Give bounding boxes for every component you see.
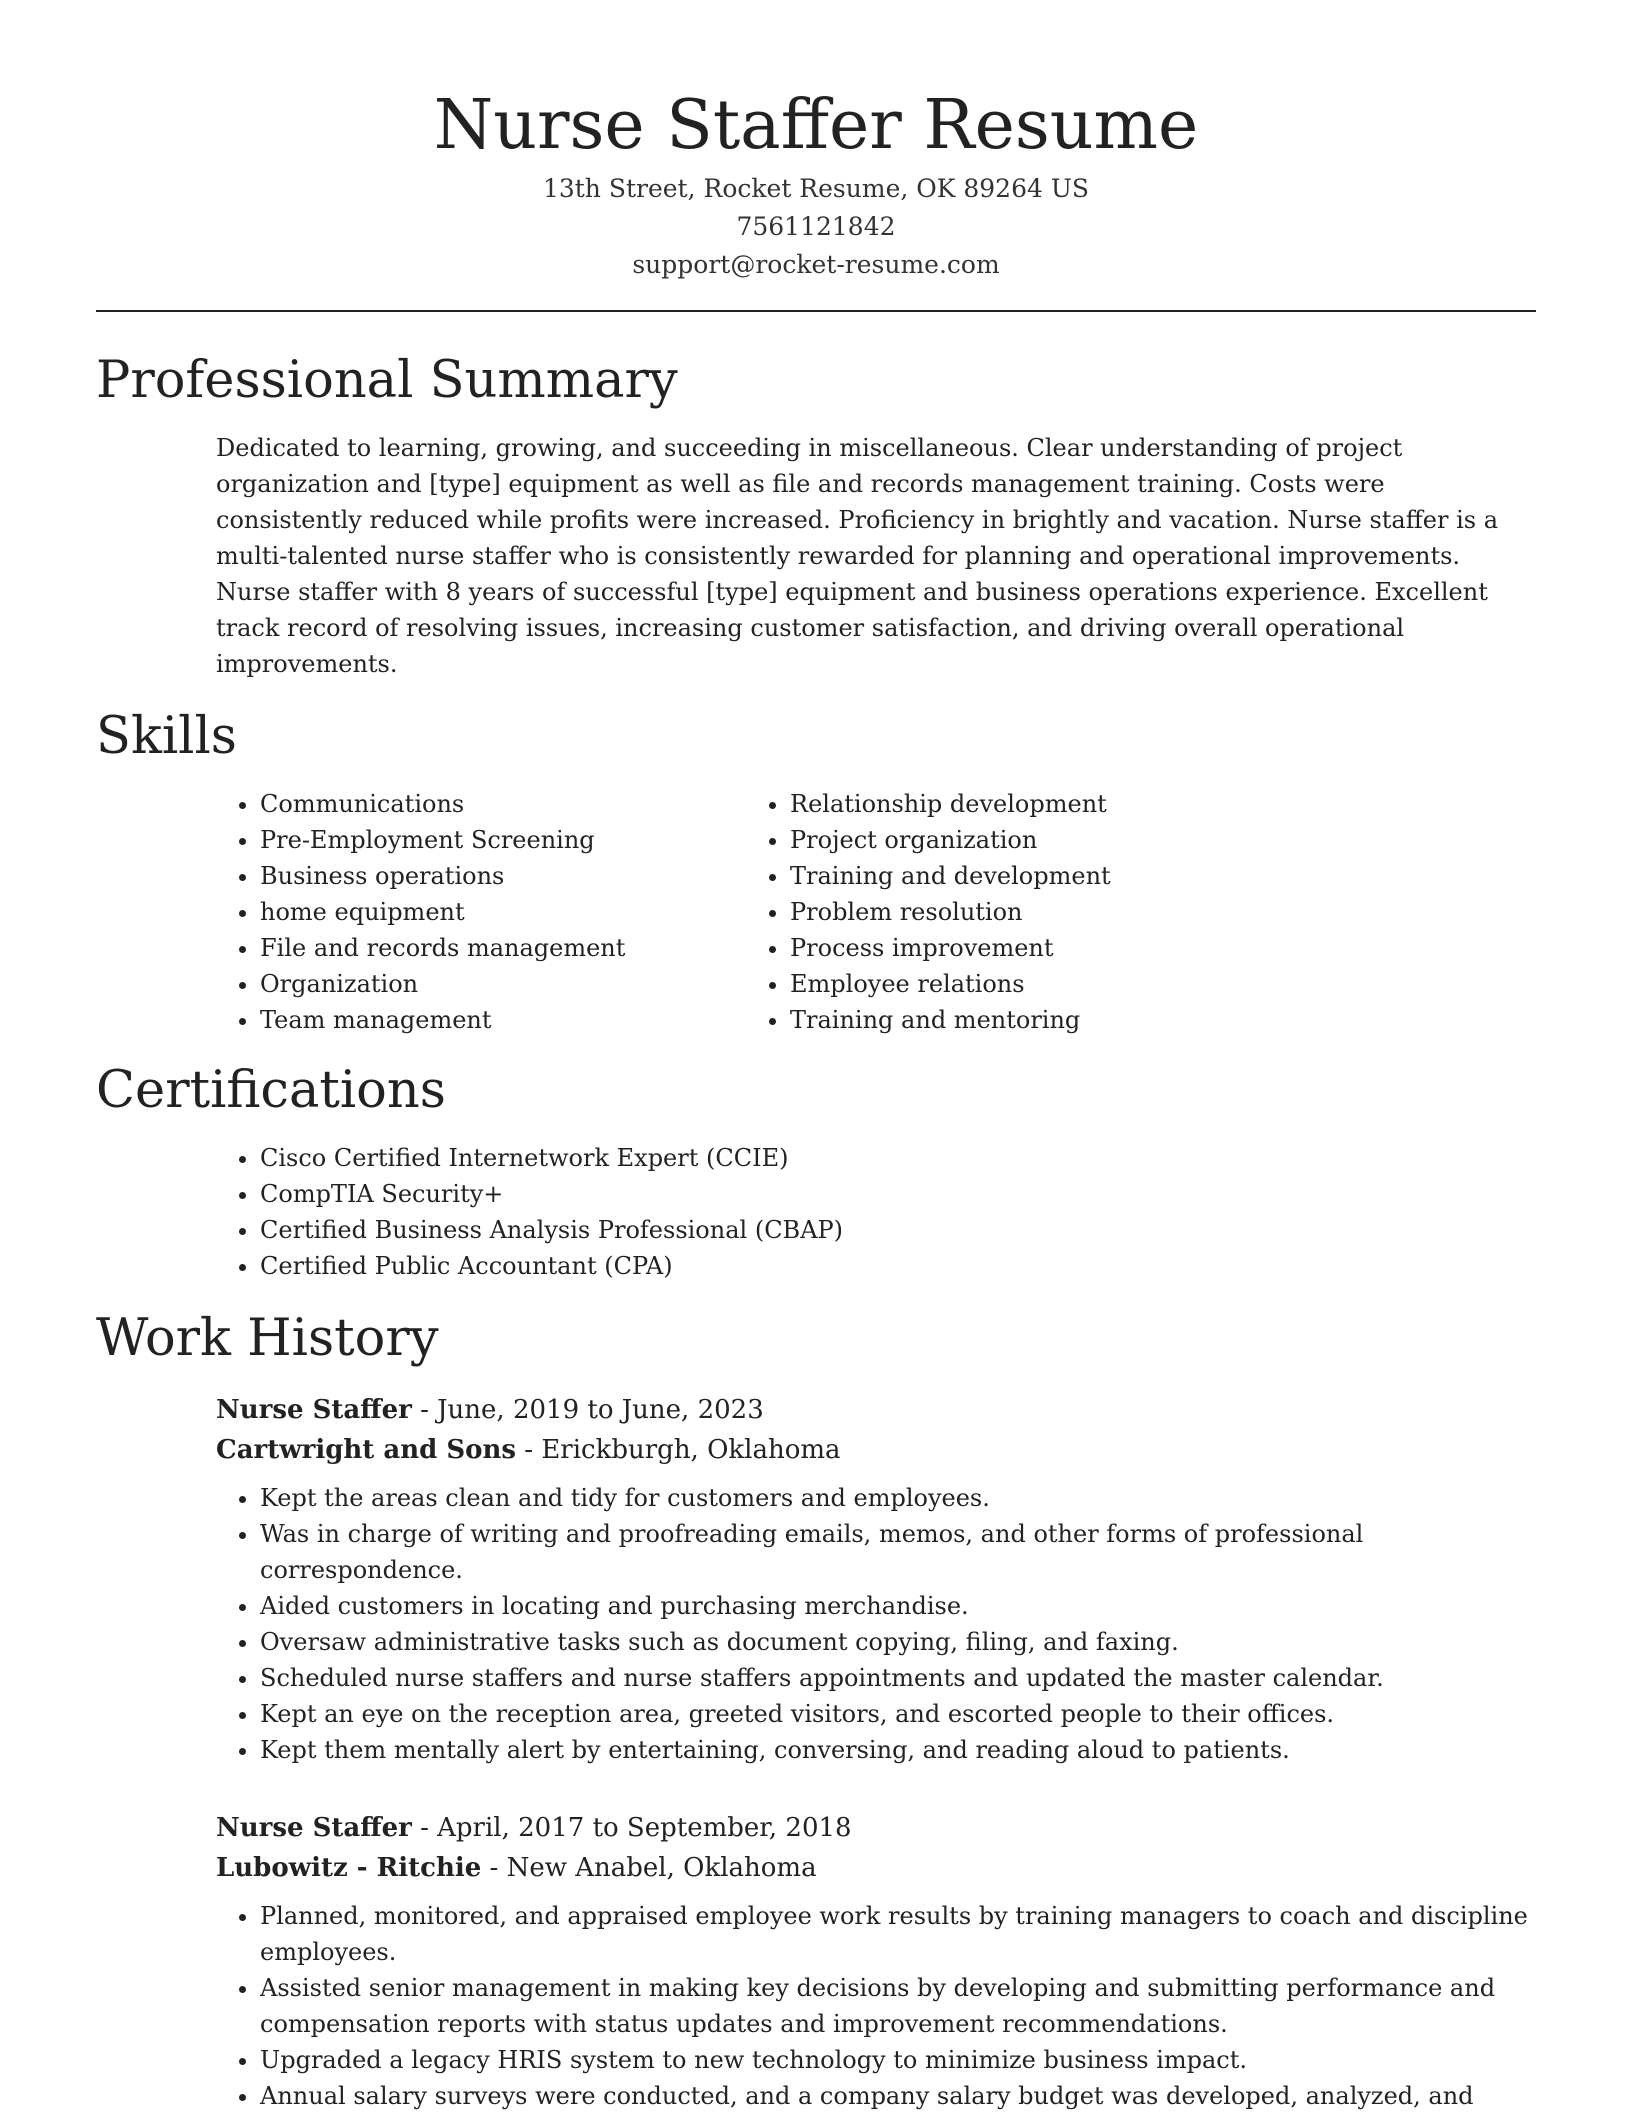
list-item: • Business operations	[260, 858, 746, 894]
list-item: • Process improvement	[790, 930, 1396, 966]
job-role: Nurse Staffer	[216, 1813, 412, 1843]
skills-right-list	[746, 786, 1396, 1038]
job-entry	[96, 1808, 1536, 2114]
job-company-line	[216, 1430, 1536, 1470]
job-role: Nurse Staffer	[216, 1395, 412, 1425]
summary-heading: Professional Summary	[96, 351, 678, 410]
list-item: • Pre-Employment Screening	[260, 822, 746, 858]
list-item: • Kept them mentally alert by entertaining, conversing, and reading aloud to patients.	[260, 1732, 1536, 1768]
job-company: Lubowitz - Ritchie	[216, 1853, 482, 1883]
certifications-section	[96, 1058, 1536, 1284]
list-item: • Annual salary surveys were conducted, and a company salary budget was developed, analyzed, and	[260, 2078, 1536, 2114]
summary-text: Dedicated to learning, growing, and succeeding in miscellaneous. Clear understanding of project organization and [type] equipment as well as file and records management training. Costs were consistently reduced while profits were increased. Proficiency in brightly and vacation. Nurse staffer is a multi-talented nurse staffer who is consistently rewarded for planning and operational improvements. Nurse staffer with 8 years of successful [type] equipment and business operations experience. Excellent track record of resolving issues, increasing customer satisfaction, and driving overall operational improvements.	[216, 434, 1498, 678]
work-history-section	[96, 1306, 1536, 2114]
job-title-line	[216, 1808, 1536, 1848]
list-item: • Upgraded a legacy HRIS system to new technology to minimize business impact.	[260, 2042, 1536, 2078]
resume-header	[0, 0, 1632, 284]
list-item: • Was in charge of writing and proofreading emails, memos, and other forms of professional correspondence.	[260, 1516, 1536, 1588]
list-item: • Organization	[260, 966, 746, 1002]
list-item: • CompTIA Security+	[260, 1176, 1536, 1212]
certifications-list	[96, 1140, 1536, 1284]
skills-left-list	[96, 786, 746, 1038]
list-item: • Certified Business Analysis Professional (CBAP)	[260, 1212, 1536, 1248]
list-item: • Cisco Certified Internetwork Expert (CCIE)	[260, 1140, 1536, 1176]
job-entry	[96, 1390, 1536, 1768]
list-item: • Project organization	[790, 822, 1396, 858]
job-dates: - April, 2017 to September, 2018	[411, 1813, 852, 1843]
list-item: • Kept the areas clean and tidy for customers and employees.	[260, 1480, 1536, 1516]
list-item: • Training and mentoring	[790, 1002, 1396, 1038]
job-bullets	[216, 1480, 1536, 1768]
list-item: • Planned, monitored, and appraised employee work results by training managers to coach and discipline employees.	[260, 1898, 1536, 1970]
job-company-line	[216, 1848, 1536, 1888]
job-title-line	[216, 1390, 1536, 1430]
list-item: • File and records management	[260, 930, 746, 966]
list-item: • Team management	[260, 1002, 746, 1038]
address: 13th Street, Rocket Resume, OK 89264 US	[542, 174, 1090, 203]
job-dates: - June, 2019 to June, 2023	[411, 1395, 764, 1425]
header-divider	[96, 310, 1536, 312]
work-history-heading: Work History	[96, 1309, 439, 1368]
job-location: - Erickburgh, Oklahoma	[516, 1435, 841, 1465]
list-item: • Communications	[260, 786, 746, 822]
list-item: • Training and development	[790, 858, 1396, 894]
resume-title: Nurse Staffer Resume	[433, 86, 1199, 165]
skills-heading: Skills	[96, 707, 237, 766]
list-item: • Relationship development	[790, 786, 1396, 822]
certifications-heading: Certifications	[96, 1061, 446, 1120]
job-bullets	[216, 1898, 1536, 2114]
phone: 7561121842	[736, 212, 896, 241]
summary-section	[96, 348, 1536, 682]
skills-section	[96, 704, 1536, 1038]
list-item: • Certified Public Accountant (CPA)	[260, 1248, 1536, 1284]
list-item: • Kept an eye on the reception area, greeted visitors, and escorted people to their offices.	[260, 1696, 1536, 1732]
contact-block	[0, 170, 1632, 284]
list-item: • Problem resolution	[790, 894, 1396, 930]
email: support@rocket-resume.com	[632, 250, 1000, 279]
job-location: - New Anabel, Oklahoma	[481, 1853, 817, 1883]
list-item: • Employee relations	[790, 966, 1396, 1002]
skills-columns	[96, 786, 1536, 1038]
list-item: • Aided customers in locating and purchasing merchandise.	[260, 1588, 1536, 1624]
list-item: • Oversaw administrative tasks such as document copying, filing, and faxing.	[260, 1624, 1536, 1660]
list-item: • Scheduled nurse staffers and nurse staffers appointments and updated the master calendar.	[260, 1660, 1536, 1696]
list-item: • Assisted senior management in making key decisions by developing and submitting performance and compensation reports with status updates and improvement recommendations.	[260, 1970, 1536, 2042]
job-company: Cartwright and Sons	[216, 1435, 516, 1465]
list-item: • home equipment	[260, 894, 746, 930]
